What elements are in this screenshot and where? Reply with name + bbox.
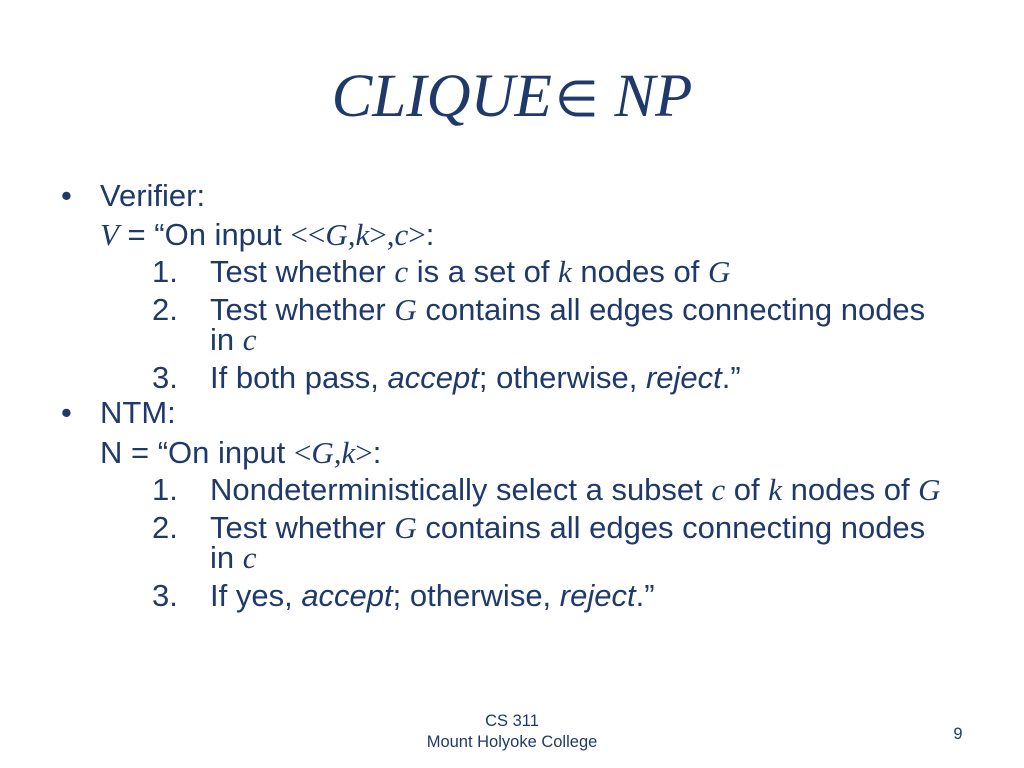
variable-c: c bbox=[242, 322, 257, 357]
step-line bbox=[210, 540, 1024, 575]
reject-keyword: reject bbox=[645, 360, 722, 395]
step-line bbox=[210, 322, 1024, 357]
step-text: in bbox=[210, 540, 243, 575]
step-text: is a set of bbox=[408, 254, 559, 289]
graph-pair: G,k bbox=[325, 217, 370, 252]
step-number: 3. bbox=[152, 578, 178, 613]
bullet-marker: • bbox=[61, 395, 72, 430]
step-number: 3. bbox=[152, 360, 178, 395]
accept-keyword: accept bbox=[387, 360, 479, 395]
variable-g: G bbox=[707, 254, 731, 289]
definition-colon: : bbox=[425, 217, 435, 252]
slide-title bbox=[0, 57, 1024, 137]
footer-course: CS 311 bbox=[485, 712, 539, 730]
step-text: ; otherwise, bbox=[392, 578, 560, 613]
step-line bbox=[210, 510, 1024, 545]
step-text: Nondeterministically select a subset bbox=[210, 472, 712, 507]
variable-c: c bbox=[394, 254, 409, 289]
bullet-marker: • bbox=[61, 178, 72, 213]
ntm-step-3 bbox=[0, 578, 1024, 613]
step-text: .” bbox=[721, 360, 741, 395]
step-text: in bbox=[210, 322, 243, 357]
element-of-symbol: ∈ bbox=[554, 70, 599, 128]
step-line bbox=[210, 292, 1024, 327]
graph-pair: G,k bbox=[311, 435, 356, 470]
certificate-variable: c bbox=[394, 217, 409, 252]
verifier-step-2 bbox=[0, 292, 1024, 357]
step-text: Test whether bbox=[210, 510, 395, 545]
bullet-ntm bbox=[0, 395, 1024, 430]
variable-k: k bbox=[558, 254, 572, 289]
step-number: 1. bbox=[152, 254, 178, 289]
angle-open: < bbox=[293, 435, 312, 470]
step-text: contains all edges connecting nodes bbox=[416, 292, 926, 327]
step-text: nodes of bbox=[782, 472, 919, 507]
angle-mid: >, bbox=[369, 217, 395, 252]
variable-g: G bbox=[918, 472, 941, 507]
angle-close: > bbox=[408, 217, 426, 252]
verifier-step-3 bbox=[0, 360, 1024, 395]
step-number: 2. bbox=[152, 510, 178, 545]
title-language: CLIQUE bbox=[331, 63, 552, 130]
step-text: Test whether bbox=[210, 292, 395, 327]
definition-prefix: N = “On input bbox=[100, 435, 294, 470]
step-text: contains all edges connecting nodes bbox=[416, 510, 926, 545]
bullet-heading: NTM: bbox=[100, 395, 176, 430]
angle-open: << bbox=[290, 217, 326, 252]
step-text: nodes of bbox=[571, 254, 708, 289]
variable-k: k bbox=[768, 472, 783, 507]
variable-g: G bbox=[394, 292, 417, 327]
slide-footer bbox=[312, 711, 712, 753]
definition-prefix: = “On input bbox=[118, 217, 291, 252]
angle-close: > bbox=[355, 435, 373, 470]
ntm-step-2 bbox=[0, 510, 1024, 575]
ntm-step-1 bbox=[0, 472, 1024, 507]
ntm-definition bbox=[0, 435, 1024, 470]
page-number: 9 bbox=[953, 725, 963, 743]
verifier-step-1 bbox=[0, 254, 1024, 289]
step-text: ; otherwise, bbox=[478, 360, 646, 395]
step-text: Test whether bbox=[210, 254, 395, 289]
step-text: If yes, bbox=[210, 578, 302, 613]
verifier-definition bbox=[0, 217, 1024, 252]
footer-institution: Mount Holyoke College bbox=[426, 733, 598, 751]
slide-content bbox=[0, 178, 1024, 613]
step-text: .” bbox=[635, 578, 655, 613]
definition-colon: : bbox=[372, 435, 382, 470]
variable-c: c bbox=[242, 540, 257, 575]
machine-name: V bbox=[100, 217, 119, 252]
step-number: 2. bbox=[152, 292, 178, 327]
bullet-verifier bbox=[0, 178, 1024, 213]
bullet-heading: Verifier: bbox=[100, 178, 206, 213]
step-text: If both pass, bbox=[210, 360, 388, 395]
step-text: of bbox=[725, 472, 769, 507]
variable-c: c bbox=[711, 472, 726, 507]
title-complexity-class: NP bbox=[614, 63, 693, 130]
step-number: 1. bbox=[152, 472, 178, 507]
reject-keyword: reject bbox=[559, 578, 636, 613]
accept-keyword: accept bbox=[301, 578, 393, 613]
variable-g: G bbox=[394, 510, 417, 545]
